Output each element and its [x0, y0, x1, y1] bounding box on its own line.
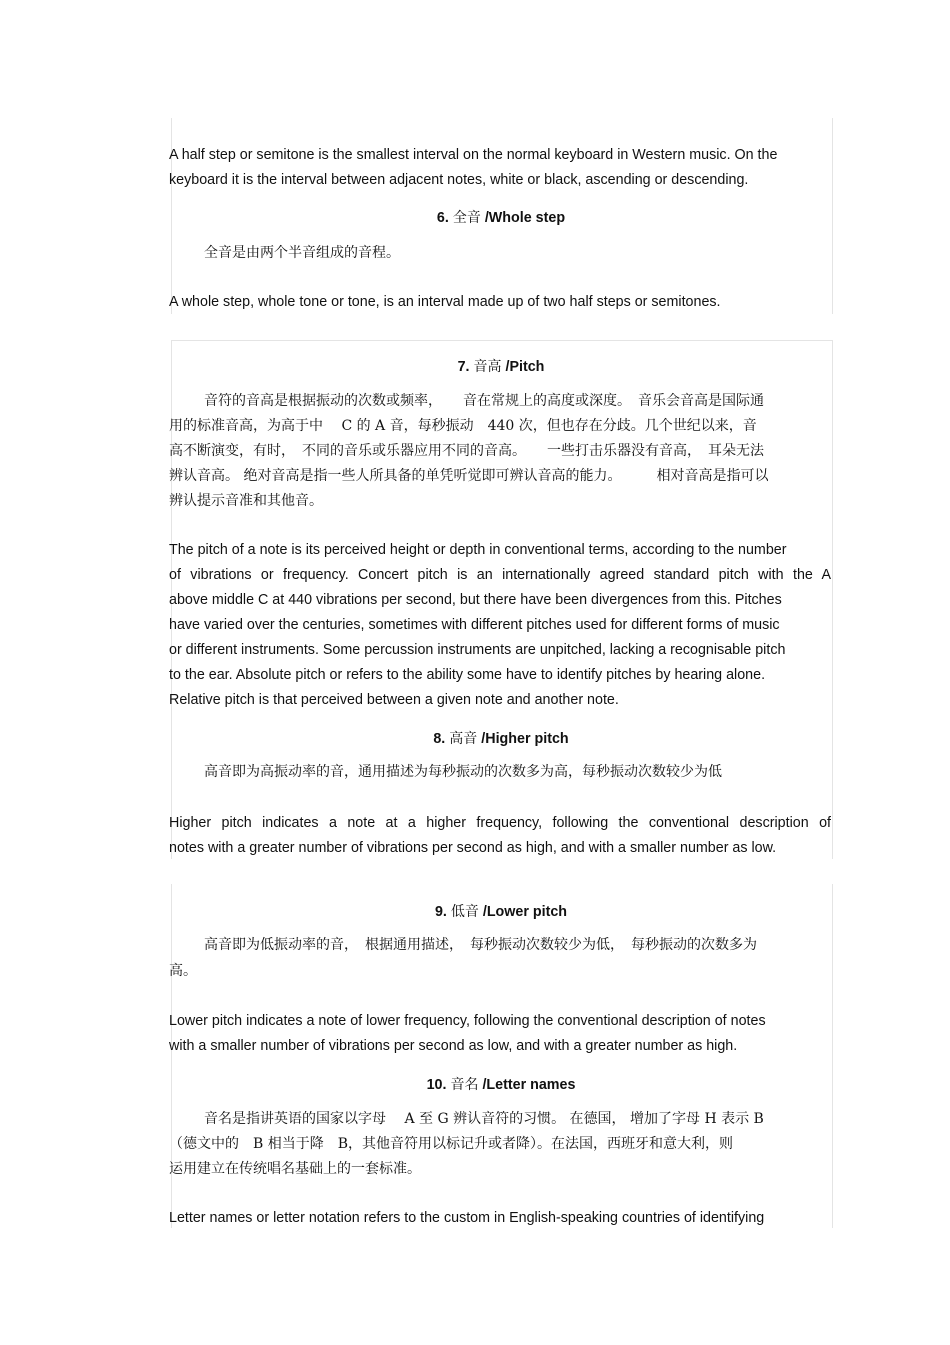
paragraph-line-zh: 辨认音高。 绝对音高是指一些人所具备的单凭听觉即可辨认音高的能力。 相对音高是指可以 [169, 468, 769, 484]
paragraph-line-zh: 用的标准音高，为高于中 C 的 A 音，每秒振动 440 次，但也存在分歧。几个世纪以来，音 [169, 418, 757, 434]
paragraph-line-zh: 辨认提示音准和其他音。 [169, 493, 323, 509]
heading-en: /Whole step [484, 210, 566, 226]
heading-number: 7. [457, 359, 470, 375]
section-heading [171, 901, 831, 921]
heading-zh: 音高 [473, 359, 502, 375]
heading-en: /Lower pitch [482, 904, 568, 920]
paragraph-line: Higher pitch indicates a note at a higher frequency, following the conventional description of [169, 815, 831, 831]
section-heading [171, 728, 831, 748]
paragraph-line-zh: （德文中的 B 相当于降 B，其他音符用以标记升或者降）。在法国，西班牙和意大利，则 [169, 1136, 734, 1152]
heading-number: 10. [426, 1077, 447, 1093]
paragraph-line: Letter names or letter notation refers to the custom in English-speaking countries of identifying [169, 1210, 765, 1226]
paragraph-line-zh: 高音即为低振动率的音， 根据通用描述， 每秒振动次数较少为低， 每秒振动的次数多为 [204, 937, 757, 953]
paragraph-line: The pitch of a note is its perceived height or depth in conventional terms, according to the number [169, 542, 787, 558]
paragraph-line: Relative pitch is that perceived between a given note and another note. [169, 692, 619, 708]
section-heading [171, 1074, 831, 1094]
paragraph-line-zh: 全音是由两个半音组成的音程。 [204, 245, 400, 261]
paragraph-line-zh: 高音即为高振动率的音，通用描述为每秒振动的次数多为高，每秒振动次数较少为低 [204, 764, 722, 780]
heading-zh: 高音 [449, 731, 478, 747]
paragraph-line: notes with a greater number of vibrations per second as high, and with a smaller number as low. [169, 840, 777, 856]
paragraph-line-zh: 高。 [169, 963, 197, 979]
heading-en: /Letter names [482, 1077, 576, 1093]
section-heading [171, 356, 831, 376]
paragraph-line: or different instruments. Some percussion instruments are unpitched, lacking a recognisable pitch [169, 642, 786, 658]
section-heading [171, 207, 831, 227]
paragraph-line-zh: 音符的音高是根据振动的次数或频率， 音在常规上的高度或深度。 音乐会音高是国际通 [204, 393, 764, 409]
paragraph-line: A whole step, whole tone or tone, is an interval made up of two half steps or semitones. [169, 294, 721, 310]
heading-number: 6. [436, 210, 449, 226]
paragraph-line: above middle C at 440 vibrations per second, but there have been divergences from this. Pitches [169, 592, 782, 608]
paragraph-line: have varied over the centuries, sometimes with different pitches used for different forms of music [169, 617, 780, 633]
heading-zh: 全音 [452, 210, 481, 226]
heading-zh: 音名 [450, 1077, 479, 1093]
paragraph-line-zh: 运用建立在传统唱名基础上的一套标准。 [169, 1161, 421, 1177]
heading-number: 8. [433, 731, 446, 747]
heading-zh: 低音 [450, 904, 479, 920]
heading-en: /Pitch [505, 359, 545, 375]
paragraph-line-zh: 音名是指讲英语的国家以字母 A 至 G 辨认音符的习惯。 在德国， 增加了字母 H 表示 B [204, 1111, 764, 1127]
paragraph-line: to the ear. Absolute pitch or refers to the ability some have to identify pitches by hearing alone. [169, 667, 766, 683]
paragraph-line: keyboard it is the interval between adjacent notes, white or black, ascending or descending. [169, 172, 749, 188]
paragraph-line-zh: 高不断演变，有时， 不同的音乐或乐器应用不同的音高。 一些打击乐器没有音高， 耳朵无法 [169, 443, 764, 459]
paragraph-line: A half step or semitone is the smallest interval on the normal keyboard in Western music. On the [169, 147, 778, 163]
paragraph-line: with a smaller number of vibrations per second as low, and with a greater number as high. [169, 1038, 738, 1054]
heading-number: 9. [434, 904, 447, 920]
heading-en: /Higher pitch [481, 731, 569, 747]
paragraph-line: Lower pitch indicates a note of lower frequency, following the conventional description of notes [169, 1013, 766, 1029]
paragraph-line: of vibrations or frequency. Concert pitch is an internationally agreed standard pitch with the A [169, 567, 831, 583]
